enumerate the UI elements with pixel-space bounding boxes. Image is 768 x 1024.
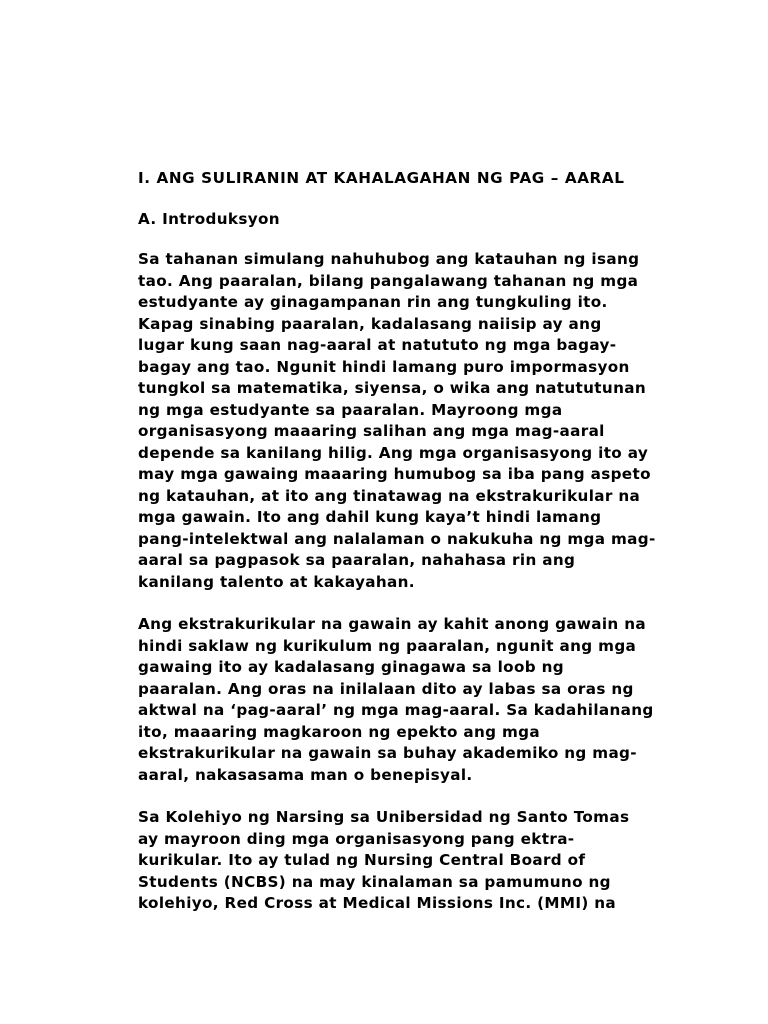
paragraph-line: Sa Kolehiyo ng Narsing sa Unibersidad ng Santo Tomas <box>138 808 630 826</box>
paragraph-list <box>138 249 668 915</box>
paragraph-line: gawaing ito ay kadalasang ginagawa sa loob ng <box>138 658 564 676</box>
paragraph-line: tao. Ang paaralan, bilang pangalawang tahanan ng mga <box>138 271 639 290</box>
paragraph-line: Students (NCBS) na may kinalaman sa pamumuno ng <box>138 872 611 891</box>
paragraph-line: ito, maaaring magkaroon ng epekto ang mga <box>138 722 540 741</box>
paragraph-line: ng mga estudyante sa paaralan. Mayroong mga <box>138 400 563 419</box>
paragraph-line: Kapag sinabing paaralan, kadalasang naiisip ay ang <box>138 314 602 333</box>
paragraph-line: tungkol sa matematika, siyensa, o wika ang natututunan <box>138 379 646 397</box>
body-paragraph <box>138 249 668 593</box>
paragraph-line: may mga gawaing maaaring humubog sa iba pang aspeto <box>138 465 651 483</box>
paragraph-line: ng katauhan, at ito ang tinatawag na ekstrakurikular na <box>138 486 641 505</box>
paragraph-line: ekstrakurikular na gawain sa buhay akademiko ng mag- <box>138 744 637 762</box>
paragraph-line: lugar kung saan nag-aaral at natututo ng mga bagay- <box>138 336 617 354</box>
paragraph-line: paaralan. Ang oras na inilalaan dito ay labas sa oras ng <box>138 679 634 698</box>
section-heading: I. ANG SULIRANIN AT KAHALAGAHAN NG PAG – AARAL <box>138 169 625 187</box>
paragraph-line: bagay ang tao. Ngunit hindi lamang puro impormasyon <box>138 357 630 376</box>
paragraph-line: Sa tahanan simulang nahuhubog ang katauhan ng isang <box>138 250 640 268</box>
paragraph-line: pang-intelektwal ang nalalaman o nakukuha ng mga mag- <box>138 529 656 548</box>
paragraph-line: hindi saklaw ng kurikulum ng paaralan, ngunit ang mga <box>138 636 637 655</box>
paragraph-line: estudyante ay ginagampanan rin ang tungkuling ito. <box>138 293 608 311</box>
subsection-heading: A. Introduksyon <box>138 209 280 228</box>
paragraph-line: aaral sa pagpasok sa paaralan, nahahasa rin ang <box>138 551 576 569</box>
paragraph-line: Ang ekstrakurikular na gawain ay kahit anong gawain na <box>138 615 646 633</box>
document-body <box>138 168 668 936</box>
paragraph-line: aktwal na ‘pag-aaral’ ng mga mag-aaral. Sa kadahilanang <box>138 701 654 719</box>
paragraph-line: kurikular. Ito ay tulad ng Nursing Central Board of <box>138 851 586 869</box>
paragraph-line: kolehiyo, Red Cross at Medical Missions Inc. (MMI) na <box>138 894 617 912</box>
paragraph-line: kanilang talento at kakayahan. <box>138 572 415 591</box>
body-paragraph <box>138 807 668 915</box>
paragraph-line: depende sa kanilang hilig. Ang mga organisasyong ito ay <box>138 443 649 462</box>
paragraph-line: aaral, nakasasama man o benepisyal. <box>138 765 473 784</box>
paragraph-line: mga gawain. Ito ang dahil kung kaya’t hindi lamang <box>138 508 602 526</box>
paragraph-line: organisasyong maaaring salihan ang mga mag-aaral <box>138 422 605 440</box>
body-paragraph <box>138 614 668 786</box>
paragraph-line: ay mayroon ding mga organisasyong pang ektra- <box>138 829 575 848</box>
